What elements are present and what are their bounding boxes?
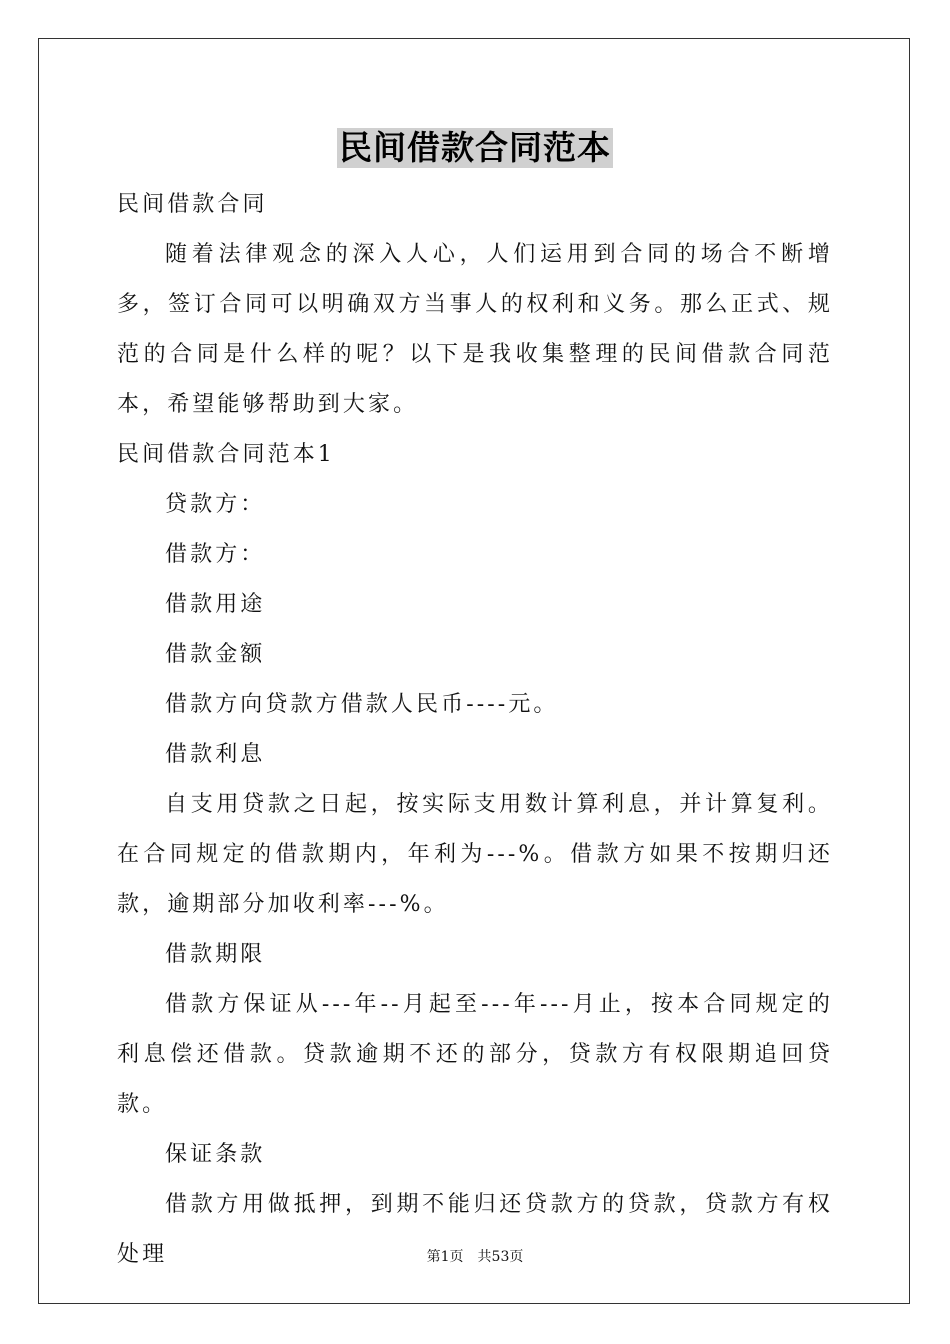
paragraph: 借款方用做抵押，到期不能归还贷款方的贷款，贷款方有权处理 [117, 1192, 833, 1267]
paragraph: 借款用途 [165, 592, 266, 617]
document-body [117, 180, 833, 1280]
document-title: 民间借款合同范本 [339, 128, 611, 167]
paragraph: 借款方向贷款方借款人民币----元。 [165, 692, 559, 717]
paragraph: 借款金额 [165, 642, 266, 667]
title-container [0, 128, 950, 168]
paragraph: 随着法律观念的深入人心，人们运用到合同的场合不断增多，签订合同可以明确双方当事人的权利和义务。那么正式、规范的合同是什么样的呢？以下是我收集整理的民间借款合同范本，希望能够帮助到大家。 [117, 242, 833, 417]
paragraph: 民间借款合同 [117, 192, 268, 217]
paragraph: 贷款方： [165, 492, 266, 517]
paragraph: 借款方保证从---年--月起至---年---月止，按本合同规定的利息偿还借款。贷款逾期不还的部分，贷款方有权限期追回贷款。 [117, 992, 833, 1117]
paragraph: 民间借款合同范本1 [117, 442, 335, 467]
paragraph: 借款方： [165, 542, 266, 567]
paragraph: 保证条款 [165, 1142, 266, 1167]
paragraph: 借款利息 [165, 742, 266, 767]
paragraph: 自支用贷款之日起，按实际支用数计算利息，并计算复利。在合同规定的借款期内，年利为---%。借款方如果不按期归还款，逾期部分加收利率---%。 [117, 792, 833, 917]
paragraph: 借款期限 [165, 942, 266, 967]
page-footer: 第1页 共53页 [426, 1249, 524, 1265]
